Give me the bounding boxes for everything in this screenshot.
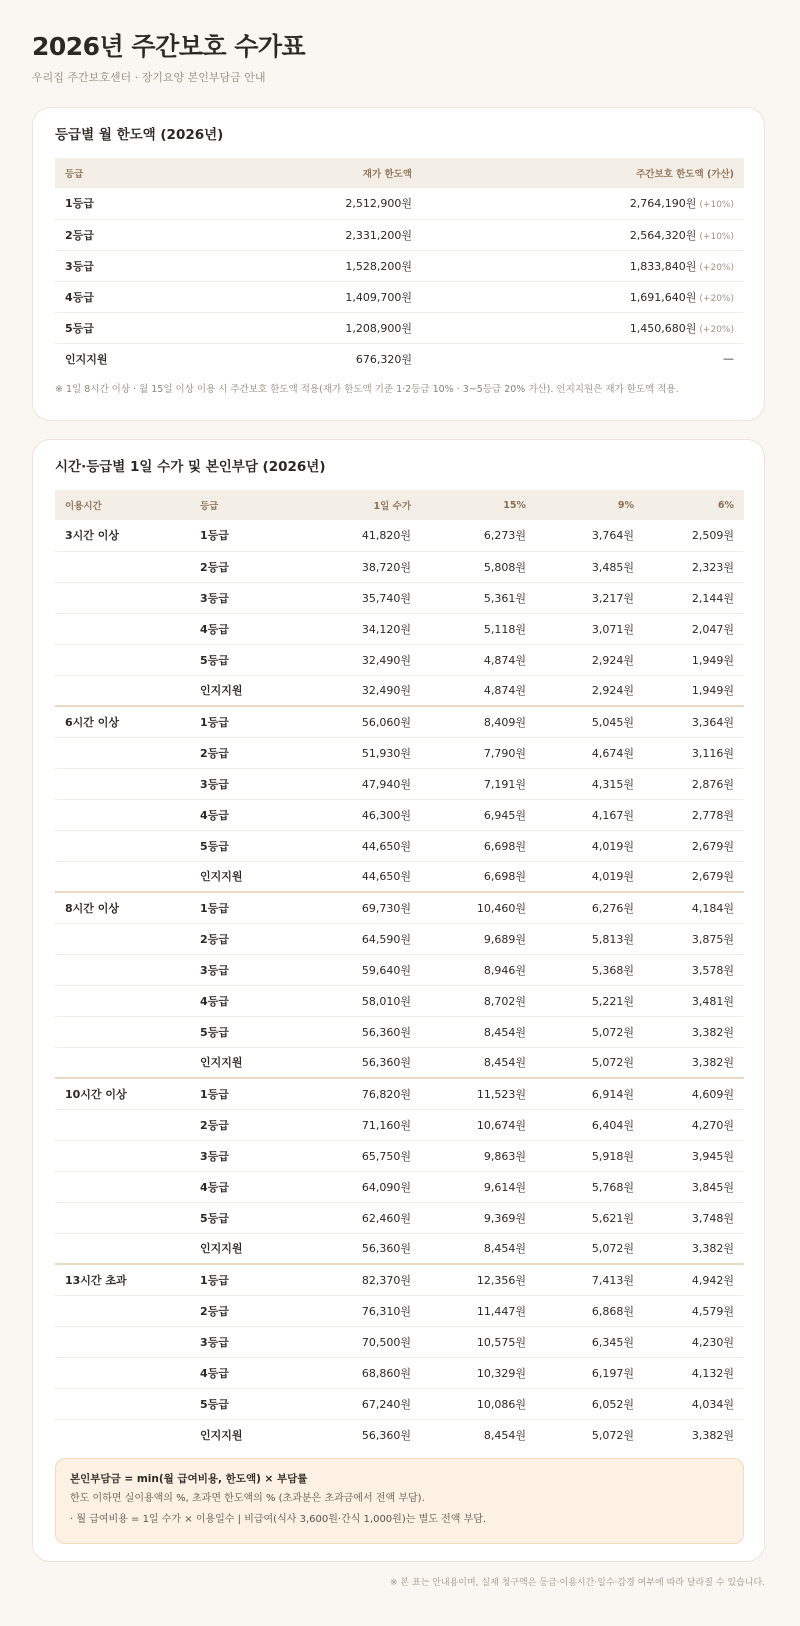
copay-9-cell: 5,918원 (536, 1140, 644, 1171)
time-cell-empty (55, 737, 190, 768)
daily-fee-cell: 56,360원 (361, 1428, 411, 1442)
grade-cell: 5등급 (190, 1202, 301, 1233)
copay-15-cell: 8,702원 (421, 985, 536, 1016)
copay-15-cell: 9,863원 (421, 1140, 536, 1171)
copay-15-cell: 8,454원 (483, 1428, 526, 1442)
copay-6-cell: 3,945원 (644, 1140, 744, 1171)
copay-9-cell: 6,868원 (536, 1295, 644, 1326)
grade-cell: 5등급 (55, 312, 215, 343)
time-cell-empty (55, 830, 190, 861)
formula-box (55, 1458, 744, 1544)
fees-row (55, 582, 744, 613)
copay-15-cell: 4,874원 (421, 644, 536, 675)
copay-9-cell: 5,368원 (536, 954, 644, 985)
copay-6-cell: 2,778원 (644, 799, 744, 830)
copay-15-cell: 10,460원 (421, 892, 536, 923)
fees-row (55, 1016, 744, 1047)
daily-fee-cell: 56,360원 (301, 1016, 421, 1047)
time-cell: 6시간 이상 (55, 706, 190, 737)
copay-9-cell: 6,345원 (536, 1326, 644, 1357)
fees-row (55, 520, 744, 551)
daily-fee-cell: 59,640원 (301, 954, 421, 985)
home-limit-cell: 1,208,900원 (215, 312, 422, 343)
fees-row (55, 954, 744, 985)
copay-6-cell: 2,509원 (644, 520, 744, 551)
formula-line-3: · 월 급여비용 = 1일 수가 × 이용일수 | 비급여(식사 3,600원·간식 1,000원)는 별도 전액 부담. (70, 1514, 487, 1525)
limits-row (55, 219, 744, 250)
copay-9-cell: 6,404원 (536, 1109, 644, 1140)
daily-fee-cell: 62,460원 (301, 1202, 421, 1233)
formula-line-2: 한도 이하면 실이용액의 %, 초과면 한도액의 % (초과분은 초과금에서 전액 부담). (70, 1493, 425, 1504)
grade-cell: 인지지원 (190, 861, 301, 892)
day-limit-value: 2,764,190원 (629, 197, 697, 211)
grade-cell: 5등급 (190, 1388, 301, 1419)
day-limit-value: 1,833,840원 (629, 259, 697, 273)
grade-cell: 2등급 (190, 1295, 301, 1326)
copay-6-cell: 3,382원 (691, 1428, 734, 1442)
copay-9-cell: 5,621원 (536, 1202, 644, 1233)
daily-fee-cell: 82,370원 (301, 1264, 421, 1295)
limits-title: 등급별 월 한도액 (2026년) (55, 127, 224, 143)
time-cell-empty (55, 861, 190, 892)
daily-fee-cell: 70,500원 (301, 1326, 421, 1357)
time-cell-empty (55, 954, 190, 985)
copay-15-cell: 8,454원 (421, 1016, 536, 1047)
copay-9-cell: 2,924원 (536, 675, 644, 706)
home-limit-cell: 1,528,200원 (215, 250, 422, 281)
time-cell-empty (55, 1388, 190, 1419)
limits-row (55, 250, 744, 281)
copay-15-cell: 11,447원 (421, 1295, 536, 1326)
limits-row (55, 312, 744, 343)
time-cell-empty (55, 1109, 190, 1140)
copay-9-cell: 5,045원 (536, 706, 644, 737)
copay-9-cell: 6,914원 (536, 1078, 644, 1109)
copay-6-cell: 2,876원 (644, 768, 744, 799)
fees-table (55, 490, 744, 1450)
copay-6-cell: 3,748원 (644, 1202, 744, 1233)
time-cell-empty (55, 1233, 190, 1264)
copay-6-cell: 2,047원 (644, 613, 744, 644)
copay-15-cell: 8,409원 (421, 706, 536, 737)
daily-fee-cell: 56,360원 (301, 1047, 421, 1078)
daily-fee-cell: 71,160원 (301, 1109, 421, 1140)
copay-6-cell: 2,679원 (644, 861, 744, 892)
grade-cell: 인지지원 (190, 1047, 301, 1078)
formula-line-1: 본인부담금 = min(월 급여비용, 한도액) × 부담률 (70, 1473, 308, 1485)
grade-cell: 4등급 (190, 1357, 301, 1388)
copay-15-cell: 6,698원 (421, 830, 536, 861)
fees-row (55, 768, 744, 799)
fees-row (55, 1233, 744, 1264)
surcharge-rate: (+20%) (699, 293, 734, 304)
time-cell-empty (55, 1047, 190, 1078)
fees-row (55, 1109, 744, 1140)
home-limit-cell: 1,409,700원 (215, 281, 422, 312)
copay-15-cell: 8,454원 (421, 1047, 536, 1078)
time-cell-empty (55, 1326, 190, 1357)
grade-cell: 2등급 (55, 219, 215, 250)
daily-fee-cell: 65,750원 (301, 1140, 421, 1171)
copay-15-cell: 6,698원 (421, 861, 536, 892)
copay-15-cell: 12,356원 (421, 1264, 536, 1295)
fees-row (55, 737, 744, 768)
limits-header-row (55, 158, 744, 188)
col-header-grade: 등급 (55, 158, 215, 188)
surcharge-rate: (+10%) (699, 231, 734, 242)
limits-row (55, 343, 744, 374)
grade-cell: 3등급 (190, 582, 301, 613)
fees-row (55, 1388, 744, 1419)
day-limit-value: 2,564,320원 (629, 228, 697, 242)
copay-15-cell: 4,874원 (421, 675, 536, 706)
home-limit-cell: 676,320원 (355, 352, 412, 366)
grade-cell: 1등급 (55, 188, 215, 219)
copay-9-cell: 3,071원 (536, 613, 644, 644)
daily-fee-cell: 34,120원 (301, 613, 421, 644)
copay-9-cell: 5,072원 (536, 1016, 644, 1047)
time-cell-empty (55, 1140, 190, 1171)
grade-cell: 인지지원 (65, 352, 108, 366)
grade-cell: 5등급 (190, 644, 301, 675)
copay-6-cell: 2,679원 (644, 830, 744, 861)
daily-fee-cell: 51,930원 (301, 737, 421, 768)
copay-9-cell: 5,768원 (536, 1171, 644, 1202)
time-cell-empty (55, 1357, 190, 1388)
copay-6-cell: 3,578원 (644, 954, 744, 985)
copay-15-cell: 6,945원 (421, 799, 536, 830)
copay-9-cell: 5,072원 (591, 1428, 634, 1442)
fees-header-row (55, 490, 744, 520)
grade-cell: 4등급 (190, 799, 301, 830)
grade-cell: 4등급 (190, 1171, 301, 1202)
fees-row (55, 1295, 744, 1326)
grade-cell: 1등급 (190, 1264, 301, 1295)
fees-row (55, 923, 744, 954)
copay-6-cell: 4,942원 (644, 1264, 744, 1295)
col-header-9pct: 9% (536, 490, 644, 520)
copay-6-cell: 3,382원 (644, 1016, 744, 1047)
fees-row (55, 1264, 744, 1295)
fees-title: 시간·등급별 1일 수가 및 본인부담 (2026년) (55, 459, 326, 475)
col-header-time: 이용시간 (55, 490, 190, 520)
copay-15-cell: 7,790원 (421, 737, 536, 768)
surcharge-rate: (+20%) (699, 324, 734, 335)
copay-6-cell: 4,579원 (644, 1295, 744, 1326)
fees-row (55, 1357, 744, 1388)
time-cell-empty (55, 675, 190, 706)
day-limit-cell (422, 250, 744, 281)
time-cell-empty (55, 1419, 190, 1450)
fees-row (55, 1202, 744, 1233)
copay-6-cell: 3,481원 (644, 985, 744, 1016)
time-cell: 3시간 이상 (55, 520, 190, 551)
day-limit-value: — (723, 352, 734, 366)
grade-cell: 3등급 (55, 250, 215, 281)
copay-9-cell: 7,413원 (536, 1264, 644, 1295)
fees-row (55, 1171, 744, 1202)
surcharge-rate: (+20%) (699, 262, 734, 273)
col-header-home-limit: 재가 한도액 (215, 158, 422, 188)
copay-6-cell: 4,184원 (644, 892, 744, 923)
day-limit-value: 1,450,680원 (629, 321, 697, 335)
grade-cell: 인지지원 (200, 1428, 243, 1442)
footer-note: ※ 본 표는 안내용이며, 실제 청구액은 등급·이용시간·일수·감경 여부에 따라 달라질 수 있습니다. (390, 1578, 765, 1588)
fees-row (55, 1326, 744, 1357)
grade-cell: 인지지원 (190, 1233, 301, 1264)
time-cell-empty (55, 1016, 190, 1047)
grade-cell: 5등급 (190, 830, 301, 861)
daily-fee-cell: 44,650원 (301, 830, 421, 861)
surcharge-rate: (+10%) (699, 200, 734, 211)
fees-row (55, 675, 744, 706)
limits-row (55, 188, 744, 219)
fees-row (55, 985, 744, 1016)
daily-fee-cell: 76,820원 (301, 1078, 421, 1109)
col-header-day-limit: 주간보호 한도액 (가산) (422, 158, 744, 188)
copay-15-cell: 5,808원 (421, 551, 536, 582)
grade-cell: 2등급 (190, 923, 301, 954)
copay-9-cell: 3,764원 (536, 520, 644, 551)
grade-cell: 1등급 (190, 892, 301, 923)
col-header-daily-fee: 1일 수가 (301, 490, 421, 520)
grade-cell: 1등급 (190, 1078, 301, 1109)
copay-15-cell: 10,086원 (421, 1388, 536, 1419)
daily-fee-cell: 67,240원 (301, 1388, 421, 1419)
copay-9-cell: 5,072원 (536, 1233, 644, 1264)
home-limit-cell: 2,512,900원 (215, 188, 422, 219)
grade-cell: 3등급 (190, 954, 301, 985)
copay-6-cell: 3,845원 (644, 1171, 744, 1202)
fees-row (55, 1140, 744, 1171)
time-cell-empty (55, 768, 190, 799)
grade-cell: 2등급 (190, 1109, 301, 1140)
copay-9-cell: 2,924원 (536, 644, 644, 675)
daily-fee-cell: 56,360원 (301, 1233, 421, 1264)
copay-9-cell: 4,674원 (536, 737, 644, 768)
grade-cell: 5등급 (190, 1016, 301, 1047)
daily-fee-cell: 69,730원 (301, 892, 421, 923)
grade-cell: 2등급 (190, 551, 301, 582)
copay-9-cell: 4,315원 (536, 768, 644, 799)
copay-6-cell: 4,230원 (644, 1326, 744, 1357)
daily-fee-cell: 41,820원 (301, 520, 421, 551)
fees-row (55, 799, 744, 830)
copay-9-cell: 4,019원 (536, 830, 644, 861)
time-cell-empty (55, 799, 190, 830)
daily-fee-cell: 38,720원 (301, 551, 421, 582)
copay-6-cell: 1,949원 (644, 644, 744, 675)
fees-row (55, 892, 744, 923)
copay-15-cell: 5,361원 (421, 582, 536, 613)
limits-row (55, 281, 744, 312)
page-title: 2026년 주간보호 수가표 (32, 32, 306, 61)
daily-fee-cell: 32,490원 (301, 675, 421, 706)
copay-6-cell: 3,382원 (644, 1233, 744, 1264)
copay-9-cell: 6,052원 (536, 1388, 644, 1419)
copay-15-cell: 6,273원 (421, 520, 536, 551)
time-cell: 13시간 초과 (55, 1264, 190, 1295)
daily-fee-cell: 64,590원 (301, 923, 421, 954)
copay-6-cell: 4,270원 (644, 1109, 744, 1140)
copay-15-cell: 9,369원 (421, 1202, 536, 1233)
fees-row (55, 1047, 744, 1078)
fees-row (55, 644, 744, 675)
daily-fee-cell: 46,300원 (301, 799, 421, 830)
copay-6-cell: 3,382원 (644, 1047, 744, 1078)
limits-card (32, 107, 765, 421)
copay-9-cell: 5,813원 (536, 923, 644, 954)
copay-9-cell: 6,276원 (536, 892, 644, 923)
day-limit-cell (422, 188, 744, 219)
day-limit-cell (422, 219, 744, 250)
grade-cell: 3등급 (190, 1326, 301, 1357)
copay-15-cell: 5,118원 (421, 613, 536, 644)
col-header-grade: 등급 (190, 490, 301, 520)
copay-6-cell: 4,132원 (644, 1357, 744, 1388)
day-limit-cell (422, 343, 744, 374)
copay-15-cell: 11,523원 (421, 1078, 536, 1109)
daily-fee-cell: 68,860원 (301, 1357, 421, 1388)
fees-row (55, 1078, 744, 1109)
daily-fee-cell: 35,740원 (301, 582, 421, 613)
copay-15-cell: 10,575원 (421, 1326, 536, 1357)
copay-9-cell: 3,485원 (536, 551, 644, 582)
day-limit-cell (422, 281, 744, 312)
time-cell-empty (55, 582, 190, 613)
grade-cell: 4등급 (55, 281, 215, 312)
fees-card (32, 439, 765, 1562)
fees-row (55, 706, 744, 737)
copay-6-cell: 4,609원 (644, 1078, 744, 1109)
limits-table (55, 158, 744, 374)
fees-row (55, 1419, 744, 1450)
home-limit-cell: 2,331,200원 (215, 219, 422, 250)
grade-cell: 4등급 (190, 985, 301, 1016)
daily-fee-cell: 76,310원 (301, 1295, 421, 1326)
grade-cell: 3등급 (190, 1140, 301, 1171)
copay-15-cell: 9,614원 (421, 1171, 536, 1202)
copay-9-cell: 4,019원 (536, 861, 644, 892)
time-cell: 8시간 이상 (55, 892, 190, 923)
daily-fee-cell: 32,490원 (301, 644, 421, 675)
copay-9-cell: 3,217원 (536, 582, 644, 613)
copay-15-cell: 10,674원 (421, 1109, 536, 1140)
copay-15-cell: 8,454원 (421, 1233, 536, 1264)
col-header-15pct: 15% (421, 490, 536, 520)
grade-cell: 인지지원 (190, 675, 301, 706)
copay-6-cell: 2,144원 (644, 582, 744, 613)
page-subtitle: 우리집 주간보호센터 · 장기요양 본인부담금 안내 (32, 71, 266, 84)
fees-row (55, 613, 744, 644)
time-cell-empty (55, 985, 190, 1016)
grade-cell: 3등급 (190, 768, 301, 799)
copay-6-cell: 3,116원 (644, 737, 744, 768)
fees-row (55, 830, 744, 861)
copay-15-cell: 7,191원 (421, 768, 536, 799)
copay-9-cell: 4,167원 (536, 799, 644, 830)
time-cell-empty (55, 613, 190, 644)
time-cell-empty (55, 1295, 190, 1326)
col-header-6pct: 6% (644, 490, 744, 520)
copay-6-cell: 3,875원 (644, 923, 744, 954)
copay-6-cell: 3,364원 (644, 706, 744, 737)
grade-cell: 1등급 (190, 706, 301, 737)
daily-fee-cell: 44,650원 (301, 861, 421, 892)
grade-cell: 1등급 (190, 520, 301, 551)
copay-6-cell: 4,034원 (644, 1388, 744, 1419)
copay-6-cell: 1,949원 (644, 675, 744, 706)
copay-15-cell: 10,329원 (421, 1357, 536, 1388)
time-cell: 10시간 이상 (55, 1078, 190, 1109)
fees-row (55, 861, 744, 892)
daily-fee-cell: 56,060원 (301, 706, 421, 737)
copay-9-cell: 5,072원 (536, 1047, 644, 1078)
daily-fee-cell: 47,940원 (301, 768, 421, 799)
copay-15-cell: 9,689원 (421, 923, 536, 954)
daily-fee-cell: 64,090원 (301, 1171, 421, 1202)
time-cell-empty (55, 923, 190, 954)
copay-9-cell: 5,221원 (536, 985, 644, 1016)
day-limit-value: 1,691,640원 (629, 290, 697, 304)
time-cell-empty (55, 644, 190, 675)
copay-9-cell: 6,197원 (536, 1357, 644, 1388)
limits-note: ※ 1일 8시간 이상 · 월 15일 이상 이용 시 주간보호 한도액 적용(재가 한도액 기준 1·2등급 10% · 3~5등급 20% 가산). 인지지원은 재가 한도액 적용. (55, 384, 679, 395)
copay-6-cell: 2,323원 (644, 551, 744, 582)
grade-cell: 2등급 (190, 737, 301, 768)
grade-cell: 4등급 (190, 613, 301, 644)
daily-fee-cell: 58,010원 (301, 985, 421, 1016)
time-cell-empty (55, 1202, 190, 1233)
copay-15-cell: 8,946원 (421, 954, 536, 985)
time-cell-empty (55, 551, 190, 582)
fees-row (55, 551, 744, 582)
day-limit-cell (422, 312, 744, 343)
time-cell-empty (55, 1171, 190, 1202)
